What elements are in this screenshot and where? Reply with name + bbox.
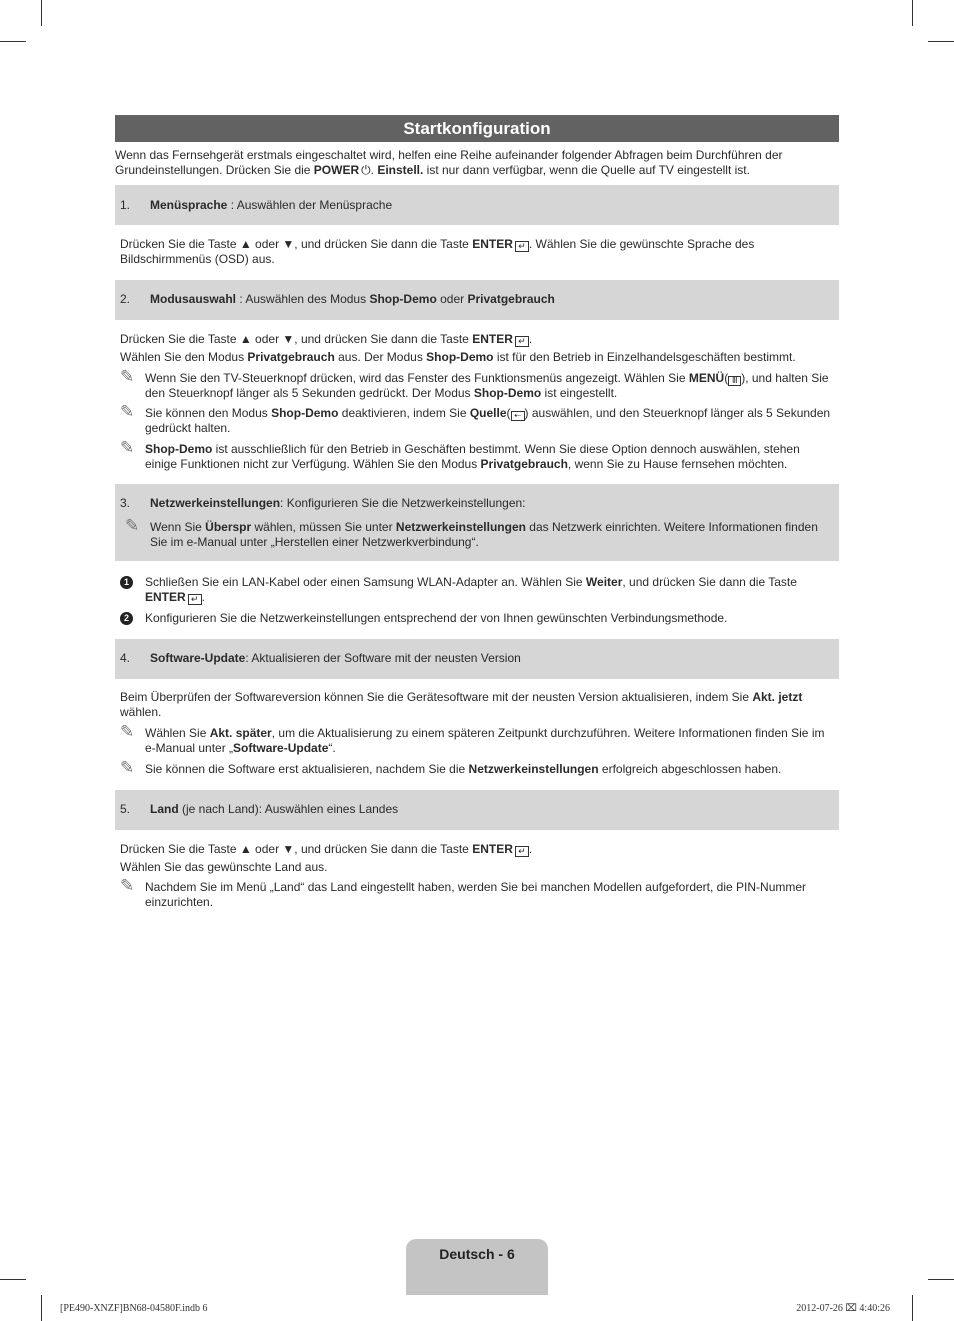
crop-mark bbox=[912, 0, 913, 26]
power-icon: ⏻ bbox=[361, 163, 371, 177]
enter-icon: ↵ bbox=[515, 846, 529, 857]
page-number: Deutsch - 6 bbox=[439, 1246, 515, 1262]
enter-icon: ↵ bbox=[515, 336, 529, 347]
crop-mark bbox=[928, 1279, 954, 1280]
crop-mark bbox=[41, 0, 42, 26]
pencil-note-icon: ✎ bbox=[120, 722, 135, 741]
note: ✎ Sie können die Software erst aktualisieren, nachdem Sie die Netzwerkeinstellungen erfolgreich abgeschlossen haben. bbox=[120, 758, 782, 777]
step-4-text: Beim Überprüfen der Softwareversion können Sie die Gerätesoftware mit der neusten Version aktualisieren, indem Sie Akt. jetzt wählen. ✎ Wählen Sie Akt. später, um die Aktualisierung zu einem späteren Zeitpunkt durchzuführen. Weitere Informationen finden Sie im e-Manual unter „Software-Update“. ✎ Sie können die Software erst aktualisieren, nachdem Sie die Netzwerkeinstellungen erfolgreich abgeschlossen haben. bbox=[120, 690, 834, 777]
note: ✎ Wenn Sie Überspr wählen, müssen Sie unter Netzwerkeinstellungen das Netzwerk einrichten. Weitere Informationen finden Sie im e-Manual unter „Herstellen einer Netzwerkverbindung“. bbox=[125, 516, 818, 549]
pencil-note-icon: ✎ bbox=[120, 876, 135, 895]
crop-mark bbox=[0, 41, 26, 42]
numbered-bullet-1: 1 Schließen Sie ein LAN-Kabel oder einen Samsung WLAN-Adapter an. Wählen Sie Weiter, und drücken Sie dann die Taste ENTER ↵ . bbox=[120, 575, 834, 605]
bullet-number: 1 bbox=[120, 576, 133, 589]
page-number-tab bbox=[406, 1239, 548, 1295]
bullet-number: 2 bbox=[120, 612, 133, 625]
step-5-text: Drücken Sie die Taste ▲ oder ▼, und drücken Sie dann die Taste ENTER ↵ . Wählen Sie das gewünschte Land aus. ✎ Nachdem Sie im Menü „Land“ das Land eingestellt haben, werden Sie bei manchen Modellen aufgefordert, die PIN-Nummer einzurichten. bbox=[120, 842, 834, 910]
enter-icon: ↵ bbox=[188, 594, 202, 605]
pencil-note-icon: ✎ bbox=[120, 367, 135, 386]
numbered-bullet-2: 2 Konfigurieren Sie die Netzwerkeinstellungen entsprechend der von Ihnen gewünschten Verbindungsmethode. bbox=[120, 611, 834, 626]
step-1-text: Drücken Sie die Taste ▲ oder ▼, und drücken Sie dann die Taste ENTER ↵ . Wählen Sie die gewünschte Sprache des Bildschirmmenüs (OSD) aus. bbox=[120, 237, 755, 266]
step-2-text: Drücken Sie die Taste ▲ oder ▼, und drücken Sie dann die Taste ENTER ↵ . Wählen Sie den Modus Privatgebrauch aus. Der Modus Shop-Demo ist für den Betrieb in Einzelhandelsgeschäften bestimmt. ✎ Wenn Sie den TV-Steuerknopf drücken, wird das Fenster des Funktionsmenüs angezeigt. Wählen Sie MENÜ( Ⅲ ), und halten Sie den Steuerknopf länger als 5 Sekunden gedrückt. Der Modus Shop-Demo ist eingestellt. ✎ Sie können den Modus Shop-Demo deaktivieren, indem Sie Quelle( ⇠ ) auswählen, und den Steuerknopf länger als 5 Sekunden gedrückt halten. ✎ Shop-Demo ist ausschließlich für den Betrieb in Geschäften bestimmt. Wenn Sie diese Option dennoch auswählen, stehen einige Funktionen nicht zur Verfügung. Wählen Sie den Modus Privatgebrauch, wenn Sie zu Hause fernsehen möchten. bbox=[120, 332, 834, 472]
source-icon: ⇠ bbox=[511, 411, 525, 421]
step-4-header: 4. Software-Update: Aktualisieren der Software mit der neusten Version bbox=[115, 639, 839, 679]
intro-paragraph: Wenn das Fernsehgerät erstmals eingeschaltet wird, helfen eine Reihe aufeinander folgender Abfragen beim Durchführen der Grundeinstellungen. Drücken Sie die POWER ⏻. Einstell. ist nur dann verfügbar, wenn die Quelle auf TV eingestellt ist. bbox=[115, 148, 783, 177]
menu-icon: Ⅲ bbox=[728, 376, 741, 386]
crop-mark bbox=[912, 1295, 913, 1321]
note: ✎ Nachdem Sie im Menü „Land“ das Land eingestellt haben, werden Sie bei manchen Modellen aufgefordert, die PIN-Nummer einzurichten. bbox=[120, 876, 807, 909]
page-title: Startkonfiguration bbox=[115, 115, 839, 142]
print-info-file: [PE490-XNZF]BN68-04580F.indb 6 bbox=[60, 1303, 208, 1314]
step-1-header: 1. Menüsprache : Auswählen der Menüsprache bbox=[115, 185, 839, 225]
note: ✎ Sie können den Modus Shop-Demo deaktivieren, indem Sie Quelle( ⇠ ) auswählen, und den Steuerknopf länger als 5 Sekunden gedrückt halten. bbox=[120, 402, 831, 435]
note: ✎ Shop-Demo ist ausschließlich für den Betrieb in Geschäften bestimmt. Wenn Sie diese Option dennoch auswählen, stehen einige Funktionen nicht zur Verfügung. Wählen Sie den Modus Privatgebrauch, wenn Sie zu Hause fernsehen möchten. bbox=[120, 438, 800, 471]
enter-icon: ↵ bbox=[515, 241, 529, 252]
pencil-note-icon: ✎ bbox=[125, 516, 140, 535]
pencil-note-icon: ✎ bbox=[120, 402, 135, 421]
crop-mark bbox=[41, 1295, 42, 1321]
crop-mark bbox=[0, 1279, 26, 1280]
print-info-timestamp: 2012-07-26 ⌧ 4:40:26 bbox=[796, 1303, 890, 1314]
pencil-note-icon: ✎ bbox=[120, 758, 135, 777]
step-5-header: 5. Land (je nach Land): Auswählen eines Landes bbox=[115, 790, 839, 830]
crop-mark bbox=[928, 41, 954, 42]
step-3-header: 3. Netzwerkeinstellungen: Konfigurieren Sie die Netzwerkeinstellungen: ✎ Wenn Sie Überspr wählen, müssen Sie unter Netzwerkeinstellungen das Netzwerk einrichten. Weitere Informationen finden Sie im e-Manual unter „Herstellen einer Netzwerkverbindung“. bbox=[115, 484, 839, 561]
note: ✎ Wählen Sie Akt. später, um die Aktualisierung zu einem späteren Zeitpunkt durchzuführen. Weitere Informationen finden Sie im e-Manual unter „Software-Update“. bbox=[120, 722, 825, 755]
step-2-header: 2. Modusauswahl : Auswählen des Modus Shop-Demo oder Privatgebrauch bbox=[115, 280, 839, 320]
pencil-note-icon: ✎ bbox=[120, 438, 135, 457]
note: ✎ Wenn Sie den TV-Steuerknopf drücken, wird das Fenster des Funktionsmenüs angezeigt. Wählen Sie MENÜ( Ⅲ ), und halten Sie den Steuerknopf länger als 5 Sekunden gedrückt. Der Modus Shop-Demo ist eingestellt. bbox=[120, 367, 829, 400]
